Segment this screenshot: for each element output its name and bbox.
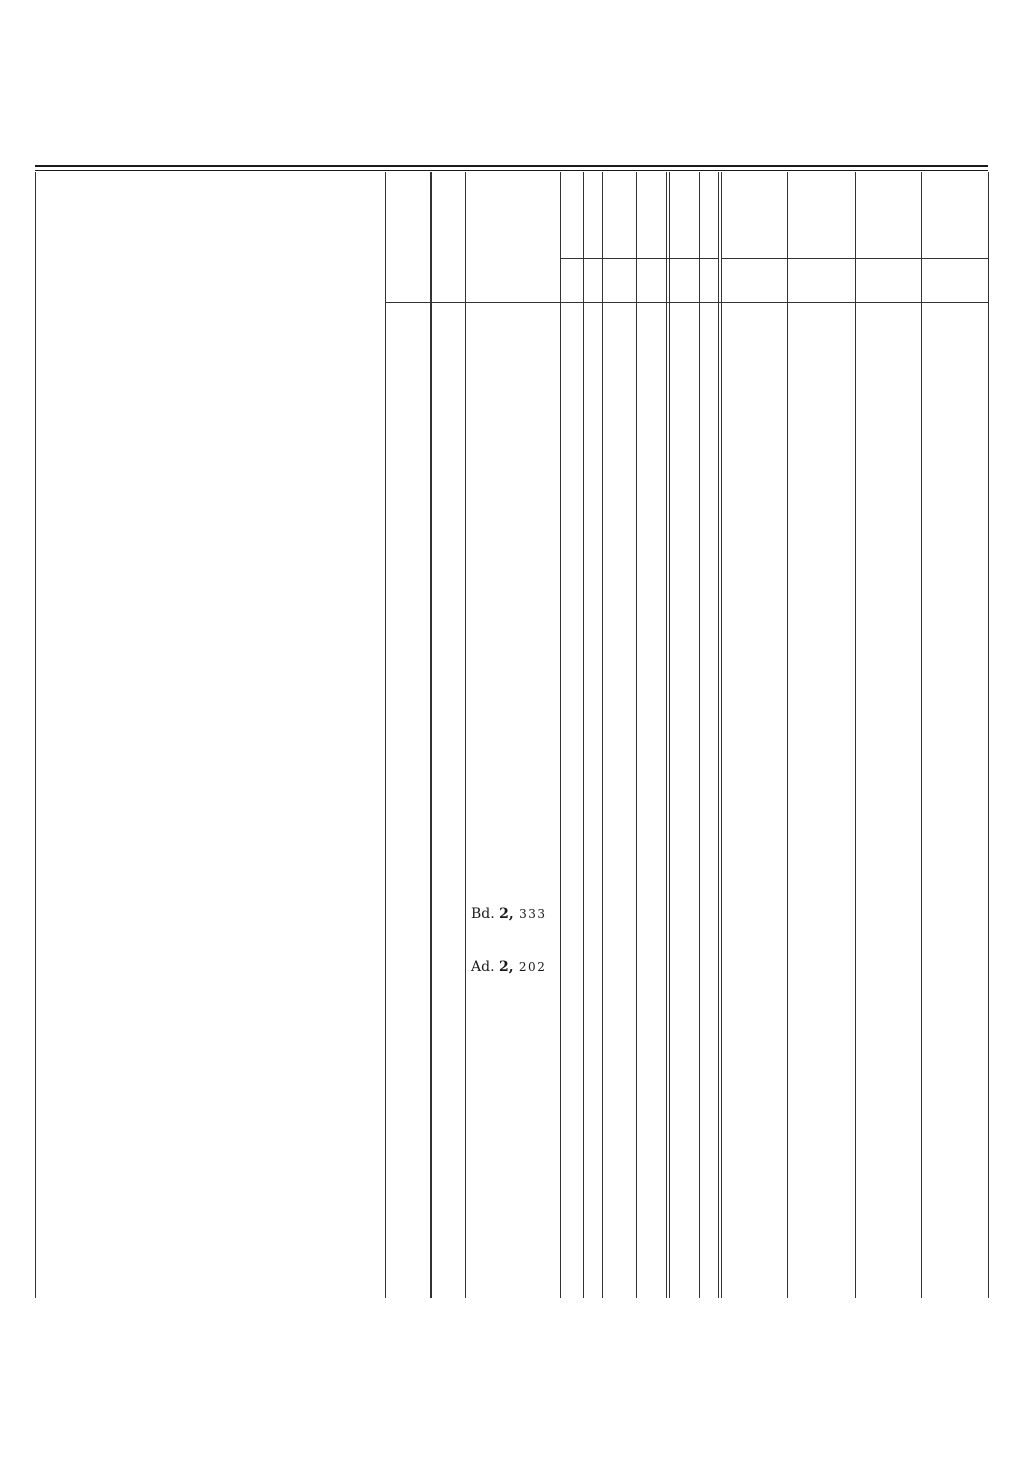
header-rsts bbox=[671, 176, 697, 256]
header-subline bbox=[560, 258, 719, 259]
col-line bbox=[787, 172, 788, 1298]
col-line bbox=[465, 172, 466, 1298]
col-line bbox=[699, 172, 700, 1298]
col-line bbox=[385, 172, 386, 1298]
col-line bbox=[669, 172, 670, 1298]
cell-motion: Bd. 2, 333 bbox=[471, 906, 547, 922]
col-line bbox=[855, 172, 856, 1298]
col-line bbox=[636, 172, 637, 1298]
col-line bbox=[583, 172, 584, 1298]
col-line bbox=[718, 172, 719, 1298]
cell-motion: Ad. 2, 202 bbox=[471, 959, 547, 975]
top-rule bbox=[35, 165, 988, 167]
col-line bbox=[560, 172, 561, 1298]
col-line bbox=[721, 172, 722, 1298]
col-line bbox=[921, 172, 922, 1298]
col-line bbox=[988, 172, 989, 1298]
header-subline bbox=[721, 258, 988, 259]
col-line bbox=[666, 172, 667, 1298]
header-kongl bbox=[434, 176, 462, 296]
header-bottom-line bbox=[385, 302, 988, 303]
top-rule-thin bbox=[35, 170, 988, 171]
col-line bbox=[602, 172, 603, 1298]
col-line bbox=[35, 172, 36, 1298]
col-line bbox=[430, 172, 432, 1298]
